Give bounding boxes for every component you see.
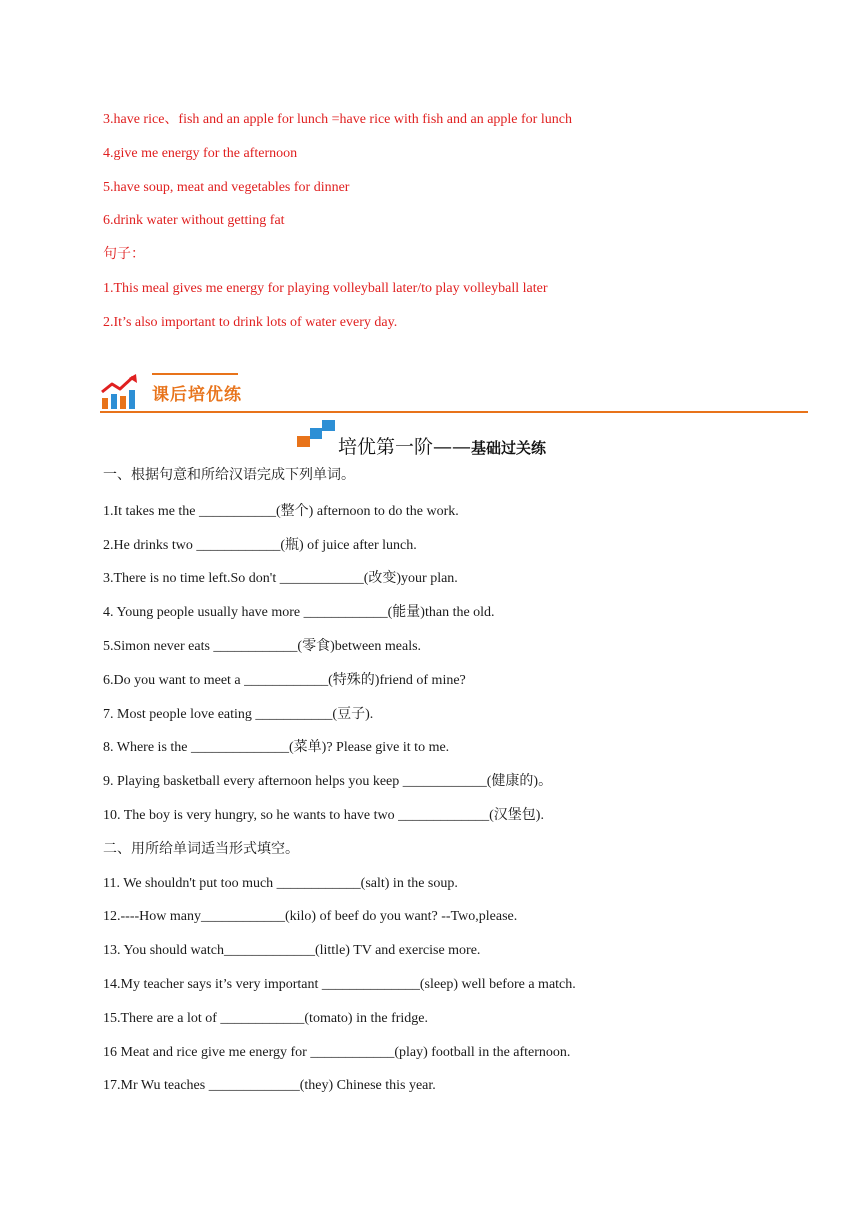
answer-sentence-1: 1.This meal gives me energy for playing volleyball later/to play volleyball later	[103, 281, 548, 296]
section-divider	[100, 411, 808, 413]
question-7: 7. Most people love eating ___________(豆子).	[103, 707, 374, 722]
question-14: 14.My teacher says it’s very important ______________(sleep) well before a match.	[103, 977, 576, 992]
question-12: 12.----How many____________(kilo) of beef do you want? --Two,please.	[103, 909, 518, 924]
answer-phrase-3: 3.have rice、fish and an apple for lunch =have rice with fish and an apple for lunch	[103, 112, 572, 127]
section-title: 课后培优练	[152, 385, 242, 405]
question-4: 4. Young people usually have more ____________(能量)than the old.	[103, 605, 495, 620]
section-header-accent-bar	[152, 373, 238, 375]
answer-sentence-2: 2.It’s also important to drink lots of water every day.	[103, 315, 398, 330]
question-8: 8. Where is the ______________(菜单)? Please give it to me.	[103, 740, 450, 755]
sentences-label: 句子：	[103, 247, 145, 262]
level-title-sub: 基础过关练	[471, 439, 547, 457]
level-title-main: 培优第一阶——	[338, 436, 472, 458]
question-11: 11. We shouldn't put too much ____________(salt) in the soup.	[103, 876, 458, 891]
level-title-text	[338, 432, 546, 459]
stairs-icon	[296, 420, 336, 448]
question-13: 13. You should watch_____________(little) TV and exercise more.	[103, 943, 481, 958]
question-3: 3.There is no time left.So don't ____________(改变)your plan.	[103, 571, 458, 586]
question-17: 17.Mr Wu teaches _____________(they) Chinese this year.	[103, 1078, 436, 1093]
section-header	[100, 368, 808, 416]
part1-heading: 一、根据句意和所给汉语完成下列单词。	[103, 468, 355, 483]
question-5: 5.Simon never eats ____________(零食)between meals.	[103, 639, 422, 654]
question-2: 2.He drinks two ____________(瓶) of juice after lunch.	[103, 538, 417, 553]
question-6: 6.Do you want to meet a ____________(特殊的)friend of mine?	[103, 673, 466, 688]
rising-chart-icon	[100, 372, 140, 410]
part2-heading: 二、用所给单词适当形式填空。	[103, 842, 299, 857]
answer-phrase-4: 4.give me energy for the afternoon	[103, 146, 298, 161]
question-16: 16 Meat and rice give me energy for ____________(play) football in the afternoon.	[103, 1045, 571, 1060]
question-9: 9. Playing basketball every afternoon helps you keep ____________(健康的)。	[103, 774, 553, 789]
question-10: 10. The boy is very hungry, so he wants to have two _____________(汉堡包).	[103, 808, 544, 823]
question-1: 1.It takes me the ___________(整个) afternoon to do the work.	[103, 504, 459, 519]
answer-phrase-6: 6.drink water without getting fat	[103, 213, 285, 228]
answer-phrase-5: 5.have soup, meat and vegetables for dinner	[103, 180, 350, 195]
question-15: 15.There are a lot of ____________(tomato) in the fridge.	[103, 1011, 429, 1026]
